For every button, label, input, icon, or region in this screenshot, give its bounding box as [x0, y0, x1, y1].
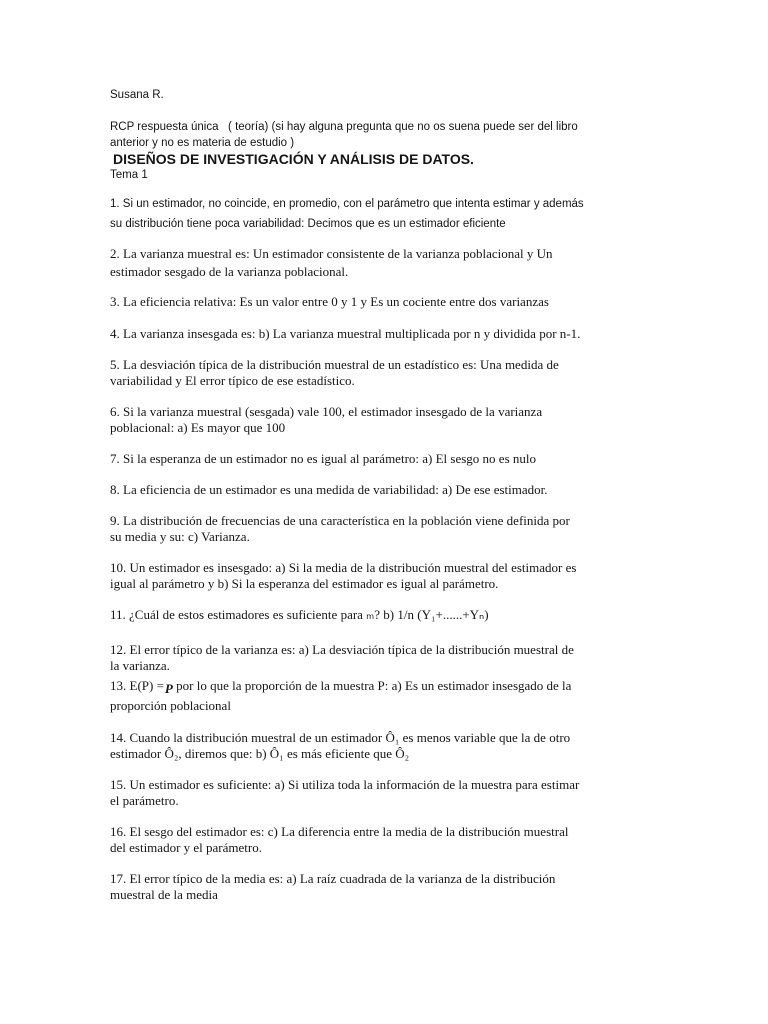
- question-line: 11. ¿Cuál de estos estimadores es suficiente para ₘ? b) 1/n (Y₁+......+Yₙ): [110, 607, 489, 622]
- question-line: 14. Cuando la distribución muestral de un estimador Ô₁ es menos variable que la de otro: [110, 730, 571, 745]
- question-line: igual al parámetro y b) Si la esperanza del estimador es igual al parámetro.: [110, 576, 499, 591]
- question-line: 12. El error típico de la varianza es: a) La desviación típica de la distribución muestral de: [110, 642, 574, 657]
- question-line: estimador Ô₂, diremos que: b) Ô₁ es más eficiente que Ô₂: [110, 746, 410, 761]
- header-note-line: anterior y no es materia de estudio ): [110, 137, 295, 149]
- question-line: la varianza.: [110, 658, 170, 673]
- question-line: poblacional: a) Es mayor que 100: [110, 420, 286, 435]
- question-line: [110, 678, 571, 694]
- question-text: por lo que la proporción de la muestra P: a) Es un estimador insesgado de la: [172, 678, 572, 693]
- question-line: 4. La varianza insesgada es: b) La varianza muestral multiplicada por n y dividida por n-1.: [110, 326, 581, 341]
- question-line: 9. La distribución de frecuencias de una característica en la población viene definida por: [110, 513, 570, 528]
- question-line: 16. El sesgo del estimador es: c) La diferencia entre la media de la distribución muestral: [110, 824, 569, 839]
- question-line: 2. La varianza muestral es: Un estimador consistente de la varianza poblacional y Un: [110, 246, 553, 261]
- question-line: su media y su: c) Varianza.: [110, 529, 250, 544]
- question-line: su distribución tiene poca variabilidad: Decimos que es un estimador eficiente: [110, 218, 506, 230]
- question-line: 10. Un estimador es insesgado: a) Si la media de la distribución muestral del estimador es: [110, 560, 577, 575]
- question-line: el parámetro.: [110, 793, 179, 808]
- document-title: DISEÑOS DE INVESTIGACIÓN Y ANÁLISIS DE DATOS.: [113, 151, 474, 167]
- author-name: Susana R.: [110, 89, 164, 101]
- question-line: 6. Si la varianza muestral (sesgada) vale 100, el estimador insesgado de la varianza: [110, 404, 543, 419]
- question-text: 13. E(P) =: [110, 678, 164, 693]
- question-line: variabilidad y El error típico de ese estadístico.: [110, 373, 355, 388]
- question-line: estimador sesgado de la varianza poblacional.: [110, 264, 349, 279]
- header-note-line: RCP respuesta única ( teoría) (si hay alguna pregunta que no os suena puede ser del libro: [110, 121, 578, 133]
- question-line: 15. Un estimador es suficiente: a) Si utiliza toda la información de la muestra para estimar: [110, 777, 580, 792]
- question-line: 3. La eficiencia relativa: Es un valor entre 0 y 1 y Es un cociente entre dos varianzas: [110, 294, 549, 309]
- question-line: 5. La desviación típica de la distribución muestral de un estadístico es: Una medida de: [110, 357, 559, 372]
- question-line: 8. La eficiencia de un estimador es una medida de variabilidad: a) De ese estimador.: [110, 482, 548, 497]
- question-line: 1. Si un estimador, no coincide, en promedio, con el parámetro que intenta estimar y además: [110, 198, 584, 210]
- topic-label: Tema 1: [110, 169, 148, 181]
- question-line: 7. Si la esperanza de un estimador no es igual al parámetro: a) El sesgo no es nulo: [110, 451, 536, 466]
- question-line: del estimador y el parámetro.: [110, 840, 262, 855]
- question-line: 17. El error típico de la media es: a) La raíz cuadrada de la varianza de la distribución: [110, 871, 556, 886]
- question-line: muestral de la media: [110, 887, 218, 902]
- question-line: proporción poblacional: [110, 698, 231, 713]
- proportion-symbol: P: [164, 681, 173, 696]
